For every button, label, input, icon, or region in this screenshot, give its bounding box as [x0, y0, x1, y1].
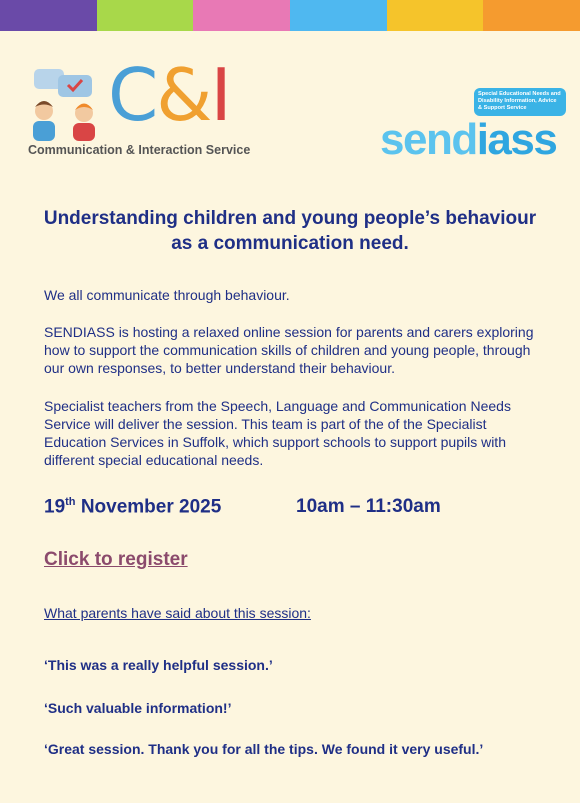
communication-interaction-logo [28, 53, 288, 163]
sendiass-badge: Special Educational Needs and Disability Information, Advice & Support Service [474, 88, 566, 116]
event-time: 10am – 11:30am [296, 496, 441, 517]
sendiass-logo [378, 88, 568, 163]
register-link[interactable]: Click to register [44, 549, 188, 570]
event-month-year: November 2025 [80, 496, 222, 518]
stripe-pink [193, 0, 290, 31]
event-date [44, 496, 221, 518]
sendiass-word-part1: send [380, 115, 477, 164]
ci-subtitle: Communication & Interaction Service [28, 143, 251, 157]
session-description: SENDIASS is hosting a relaxed online session for parents and carers exploring how to support the communication skills of children and young people, through our own responses, to better understand their behaviour. [44, 324, 534, 376]
ci-letters [108, 55, 230, 135]
testimonial-quote: ‘Such valuable information!’ [44, 700, 232, 716]
people-chat-icon [28, 65, 100, 145]
stripe-orange [483, 0, 580, 31]
team-description: Specialist teachers from the Speech, Language and Communication Needs Service will deliver the session. This team is part of the of the Specialist Education Services in Suffolk, which support schools to support pupils with different special educational needs. [44, 398, 511, 468]
page-title: Understanding children and young people’s behaviour as a communication need. [43, 208, 537, 254]
intro-paragraph: We all communicate through behaviour. [44, 287, 290, 303]
sendiass-word-part2: iass [476, 115, 557, 164]
testimonial-quote: ‘This was a really helpful session.’ [44, 657, 273, 673]
ci-letter-amp: & [156, 53, 211, 137]
event-day: 19 [44, 496, 66, 518]
color-stripe-bar [0, 0, 580, 31]
stripe-purple [0, 0, 97, 31]
stripe-yellow [387, 0, 484, 31]
sendiass-wordmark [380, 116, 556, 164]
stripe-blue [290, 0, 387, 31]
event-day-suffix: th [65, 496, 76, 508]
testimonials-heading: What parents have said about this session: [44, 605, 311, 621]
testimonial-quote: ‘Great session. Thank you for all the tips. We found it very useful.’ [44, 741, 484, 757]
ci-letter-i: I [210, 53, 230, 137]
ci-letter-c: C [108, 53, 157, 137]
stripe-green [97, 0, 194, 31]
